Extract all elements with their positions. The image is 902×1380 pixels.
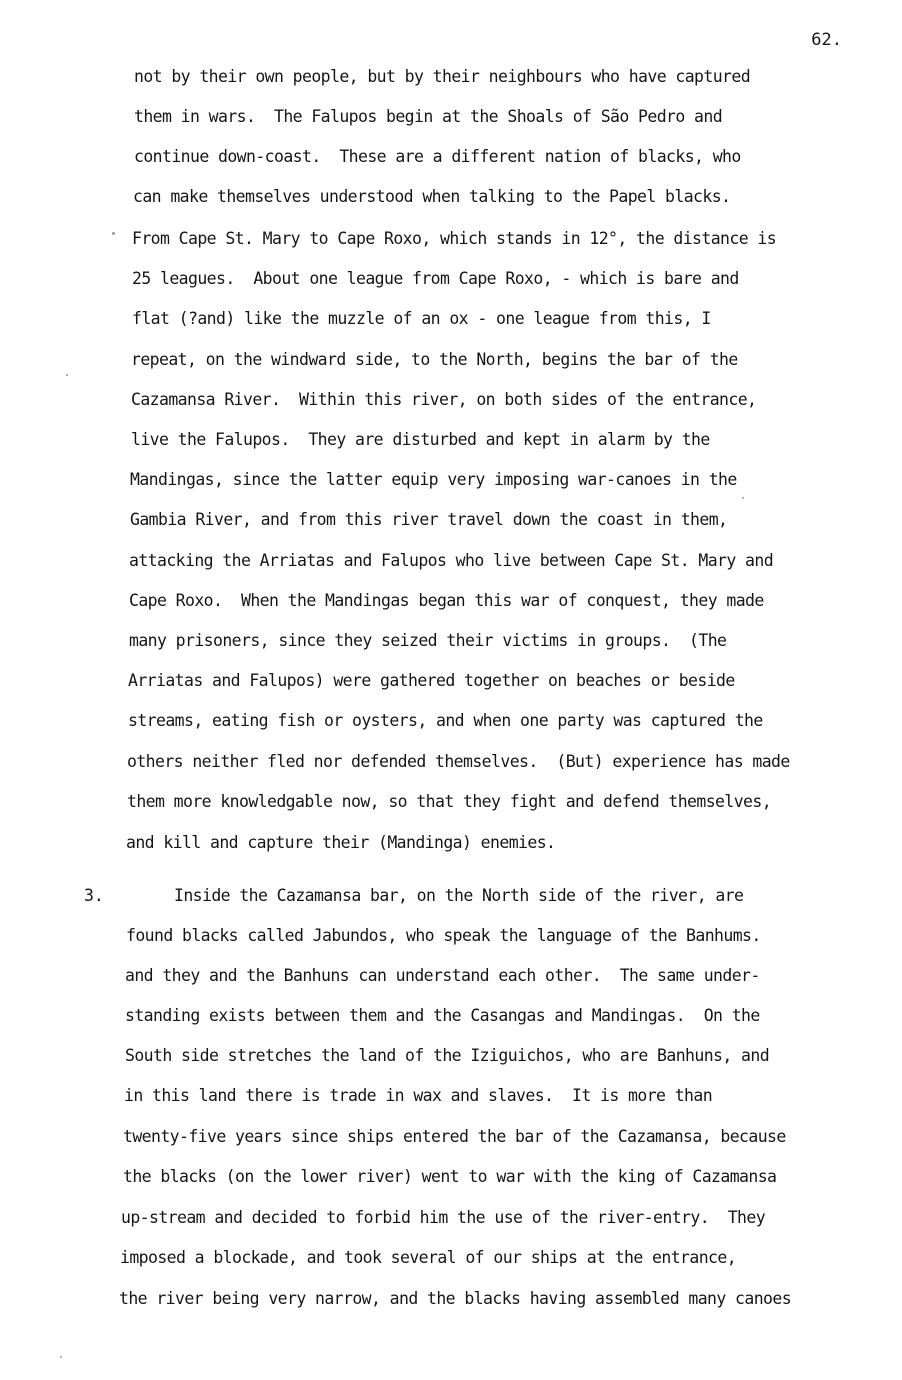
text-line: twenty-five years since ships entered the bar of the Cazamansa, because: [123, 1127, 786, 1146]
text-line: Arriatas and Falupos) were gathered together on beaches or beside: [128, 671, 735, 690]
text-line: found blacks called Jabundos, who speak the language of the Banhums.: [126, 926, 761, 945]
paper-speck: [742, 497, 744, 499]
text-line: not by their own people, but by their neighbours who have captured: [134, 67, 751, 86]
paper-speck: [66, 374, 68, 376]
text-line: Cape Roxo. When the Mandingas began this war of conquest, they made: [129, 591, 764, 610]
text-line: Inside the Cazamansa bar, on the North side of the river, are: [174, 886, 744, 905]
text-line: them in wars. The Falupos begin at the Shoals of São Pedro and: [134, 107, 723, 126]
text-line: the blacks (on the lower river) went to war with the king of Cazamansa: [123, 1167, 777, 1186]
text-line: imposed a blockade, and took several of our ships at the entrance,: [120, 1248, 737, 1267]
paper-speck: [60, 1356, 62, 1358]
page-number: 62.: [811, 30, 842, 50]
text-line: many prisoners, since they seized their victims in groups. (The: [129, 631, 727, 650]
text-line: and kill and capture their (Mandinga) enemies.: [126, 833, 556, 852]
text-line: others neither fled nor defended themselves. (But) experience has made: [127, 752, 790, 771]
text-line: streams, eating fish or oysters, and when one party was captured the: [128, 711, 763, 730]
text-line: standing exists between them and the Casangas and Mandingas. On the: [125, 1006, 760, 1025]
text-line: can make themselves understood when talking to the Papel blacks.: [133, 187, 731, 206]
text-line: in this land there is trade in wax and slaves. It is more than: [124, 1086, 713, 1105]
text-line: up-stream and decided to forbid him the use of the river-entry. They: [121, 1208, 766, 1227]
paper-speck: [112, 232, 115, 235]
text-line: Cazamansa River. Within this river, on both sides of the entrance,: [131, 390, 757, 409]
text-line: Mandingas, since the latter equip very imposing war-canoes in the: [130, 470, 737, 489]
text-line: and they and the Banhuns can understand each other. The same under-: [125, 966, 760, 985]
text-line: repeat, on the windward side, to the North, begins the bar of the: [131, 350, 738, 369]
text-line: South side stretches the land of the Iziguichos, who are Banhuns, and: [125, 1046, 770, 1065]
text-line: attacking the Arriatas and Falupos who live between Cape St. Mary and: [129, 551, 774, 570]
text-line: continue down-coast. These are a different nation of blacks, who: [134, 147, 741, 166]
section-number: 3.: [84, 886, 104, 905]
text-line: them more knowledgable now, so that they fight and defend themselves,: [127, 792, 772, 811]
text-line: Gambia River, and from this river travel down the coast in them,: [130, 510, 728, 529]
text-line: flat (?and) like the muzzle of an ox - one league from this, I: [132, 309, 711, 328]
text-line: the river being very narrow, and the blacks having assembled many canoes: [119, 1289, 792, 1308]
text-line: From Cape St. Mary to Cape Roxo, which stands in 12°, the distance is: [132, 229, 777, 248]
text-line: live the Falupos. They are disturbed and kept in alarm by the: [131, 430, 710, 449]
text-line: 25 leagues. About one league from Cape Roxo, - which is bare and: [132, 269, 739, 288]
